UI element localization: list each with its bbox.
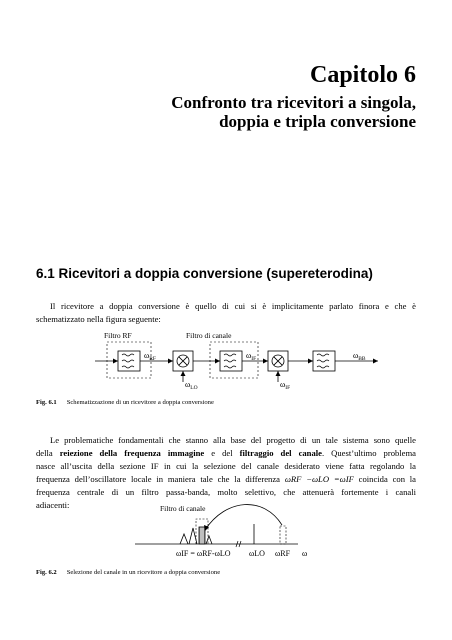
filter-channel-block [220,351,242,371]
formula: ωRF −ωLO =ωIF [284,474,354,484]
axis-label-rf: ωRF [275,549,291,558]
paragraph-line: Le problematiche fondamentali che stanno alla base del progetto di un tale sistema sono quelle [50,435,416,445]
figure-6-2-caption [36,569,220,576]
paragraph-line: frequenza centrale di un filtro passa-banda, molto selettivo, che attenuerà fortemente i canali [36,487,416,497]
caption-number: Fig. 6.1 [36,399,57,406]
mixer-2 [268,351,288,382]
label-omega-if-lo2: $\omega_{IF}$ [280,380,291,391]
label-omega-if: $\omega_{IF}$ [246,351,257,362]
label-omega-rf: $\omega_{RF}$ [144,351,156,362]
label-omega-lo: $\omega_{LO}$ [185,380,198,391]
label-filtro-canale: Filtro di canale [186,331,232,340]
paragraph-line: frequenza dell’oscillatore locale in maniera tale che la differenza ωRF −ωLO =ωIF coincida con la [36,474,417,484]
filter-bb-block [313,351,335,371]
chapter-title: Capitolo 6 [309,62,416,88]
paragraph-line: schematizzato nella figura seguente: [36,314,161,324]
caption-number: Fig. 6.2 [36,569,57,576]
axis-label-lo: ωLO [249,549,265,558]
label-omega-bb: $\omega_{BB}$ [353,351,366,362]
label-filtro-rf: Filtro RF [104,331,132,340]
figure-6-1-caption [36,399,214,406]
figure-6-1-block-diagram [0,324,452,394]
paragraph-line: Il ricevitore a doppia conversione è quello di cui si è implicitamente parlato finora e che è [50,301,416,311]
chapter-subtitle-line-2: doppia e tripla conversione [219,112,416,131]
figure-6-2-spectrum [0,500,452,566]
filter-rf-block [118,351,140,371]
intro-paragraph [36,300,416,326]
section-title: 6.1 Ricevitori a doppia conversione (supereterodina) [36,266,373,281]
axis-label-if: ωIF = ωRF-ωLO [176,549,231,558]
paragraph-line: della reiezione della frequenza immagine e del filtraggio del canale. Quest’ultimo problema [36,448,416,458]
caption-text: Schematizzazione di un ricevitore a doppia conversione [66,399,214,406]
label-filtro-canale-2: Filtro di canale [160,504,206,513]
paragraph-line: nasce all’uscita della sezione IF in cui la selezione del canale desiderato viene fatta regolando la [36,461,416,471]
chapter-subtitle-line-1: Confronto tra ricevitori a singola, [171,93,416,112]
mixer-1 [173,351,193,382]
paragraph-line: adiacenti: [36,500,70,510]
axis-label-omega: ω [302,549,308,558]
caption-text: Selezione del canale in un ricevitore a doppia conversione [66,569,221,576]
